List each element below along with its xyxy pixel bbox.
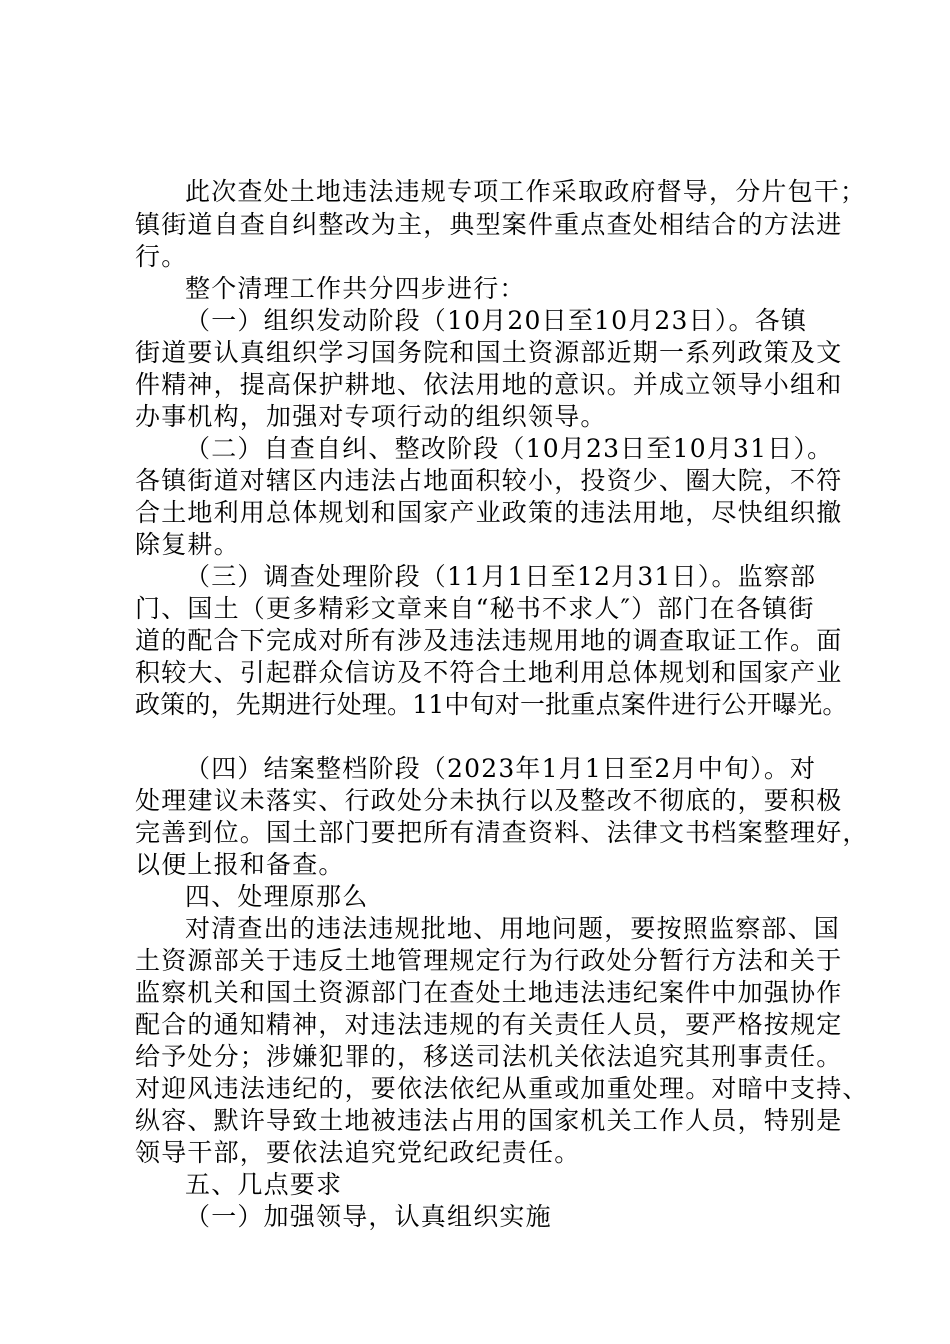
section-heading: 五、几点要求 [185, 1170, 343, 1199]
text-line: 除复耕。 [135, 530, 240, 559]
text-line: 给予处分；涉嫌犯罪的，移送司法机关依法追究其刑事责任。 [135, 1042, 843, 1071]
text-line: （三）调查处理阶段（11月1日至12月31日）。监察部 [185, 562, 817, 591]
text-line: 整个清理工作共分四步进行： [185, 274, 526, 303]
text-line: 以便上报和备查。 [135, 850, 345, 879]
text-line: 完善到位。国土部门要把所有清查资料、法律文书档案整理好， [135, 818, 869, 847]
section-heading: 四、处理原那么 [185, 882, 369, 911]
text-line: 行。 [135, 242, 188, 271]
text-line: 合土地利用总体规划和国家产业政策的违法用地，尽快组织撤 [135, 498, 843, 527]
text-line: （四）结案整档阶段（2023年1月1日至2月中旬）。对 [185, 754, 817, 783]
text-line: 街道要认真组织学习国务院和国土资源部近期一系列政策及文 [135, 338, 843, 367]
text-line: 对清查出的违法违规批地、用地问题，要按照监察部、国 [185, 914, 841, 943]
text-line: 门、国土（更多精彩文章来自“秘书不求人″）部门在各镇街 [135, 594, 815, 623]
text-line: 土资源部关于违反土地管理规定行为行政处分暂行方法和关于 [135, 946, 843, 975]
text-line: （一）组织发动阶段（10月20日至10月23日）。各镇 [185, 306, 808, 335]
text-line: （二）自查自纠、整改阶段（10月23日至10月31日）。 [185, 434, 834, 463]
text-line: 镇街道自查自纠整改为主，典型案件重点查处相结合的方法进 [135, 210, 843, 239]
text-line: 监察机关和国土资源部门在查处土地违法违纪案件中加强协作 [135, 978, 843, 1007]
text-line: 处理建议未落实、行政处分未执行以及整改不彻底的，要积极 [135, 786, 843, 815]
text-line: 积较大、引起群众信访及不符合土地利用总体规划和国家产业 [135, 658, 843, 687]
text-line: 配合的通知精神，对违法违规的有关责任人员，要严格按规定 [135, 1010, 843, 1039]
subsection-heading: （一）加强领导，认真组织实施 [185, 1202, 552, 1231]
text-line: 领导干部，要依法追究党纪政纪责任。 [135, 1138, 581, 1167]
text-line: 纵容、默许导致土地被违法占用的国家机关工作人员，特别是 [135, 1106, 843, 1135]
text-line: 此次查处土地违法违规专项工作采取政府督导，分片包干； [185, 177, 867, 206]
text-line: 办事机构，加强对专项行动的组织领导。 [135, 402, 607, 431]
text-line: 道的配合下完成对所有涉及违法违规用地的调查取证工作。面 [135, 626, 843, 655]
text-line: 对迎风违法违纪的，要依法依纪从重或加重处理。对暗中支持、 [135, 1074, 869, 1103]
text-line: 各镇街道对辖区内违法占地面积较小，投资少、圈大院，不符 [135, 466, 843, 495]
text-line: 件精神，提高保护耕地、依法用地的意识。并成立领导小组和 [135, 370, 843, 399]
text-line: 政策的，先期进行处理。11中旬对一批重点案件进行公开曝光。 [135, 690, 848, 719]
